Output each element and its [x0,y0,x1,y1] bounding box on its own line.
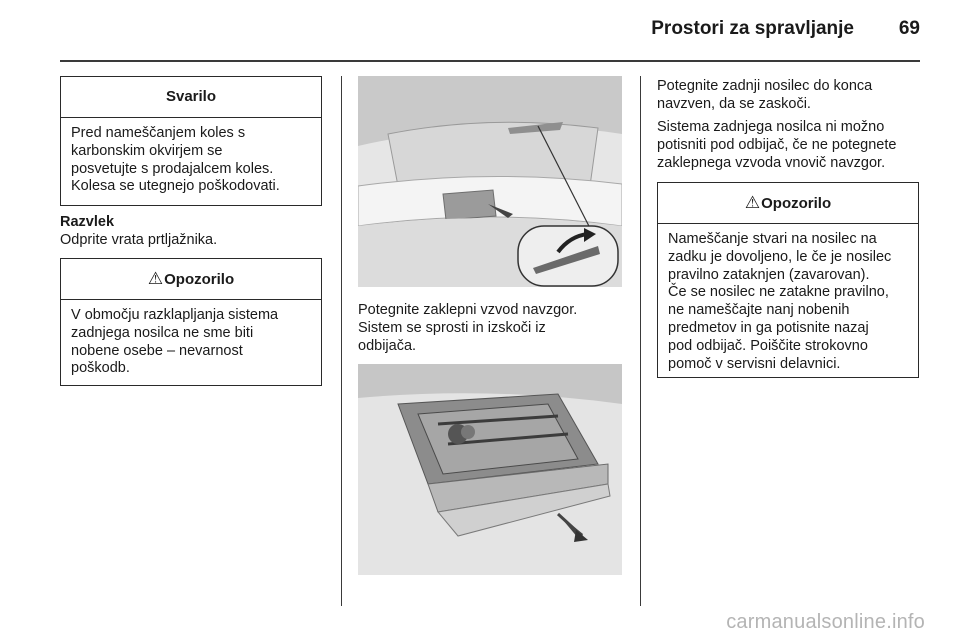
rear-carrier-drawing [358,364,622,575]
warning-box-1-body: V območju razklapljanja sistema zadnjega nosilca ne sme biti nobene osebe – nevarnost poškodb. [71,307,279,377]
warning-box-2-body: Nameščanje stvari na nosilec na zadku je dovoljeno, le če je nosilec pravilno zataknjen (zavarovan). Če se nosilec ne zatakne pravilno, ne nameščajte nanj nobenih predmetov in ga potisnite nazaj pod odbijač. Poiščite strokovno pomoč v servisni delavnici. [668,231,892,372]
page-title: Prostori za spravljanje [651,18,854,39]
warning-box-1-title: ⚠Opozorilo [61,259,321,300]
column-divider-2 [640,76,641,606]
notice-box [60,76,322,206]
watermark: carmanualsonline.info [726,611,925,633]
rear-carrier-extension-illustration [358,364,622,575]
release-lever-drawing [358,76,622,287]
header-divider [60,60,920,62]
notice-box-title: Svarilo [61,77,321,118]
notice-box-body: Pred nameščanjem koles s karbonskim okvirjem se posvetujte s prodajalcem koles. Kolesa se utegnejo poškodovati. [71,125,280,195]
warning-box-2-title: ⚠Opozorilo [658,183,918,224]
warning-box-2 [657,182,919,378]
warning-triangle-icon: ⚠ [147,269,164,288]
figure-caption: Potegnite zaklepni vzvod navzgor. Sistem se sprosti in izskoči iz odbijača. [358,302,578,354]
section-heading: Razvlek [60,214,115,230]
instruction-paragraph-1: Potegnite zadnji nosilec do konca navzven, da se zaskoči. [657,78,873,112]
intro-paragraph: Odprite vrata prtljažnika. [60,232,218,248]
warning-triangle-icon: ⚠ [744,193,761,212]
column-divider-1 [341,76,342,606]
page-number: 69 [898,18,920,39]
instruction-paragraph-2: Sistema zadnjega nosilca ni možno potisniti pod odbijač, če ne potegnete zaklepnega vzvoda vnovič navzgor. [657,119,897,171]
warning-box-1 [60,258,322,386]
release-lever-illustration [358,76,622,287]
